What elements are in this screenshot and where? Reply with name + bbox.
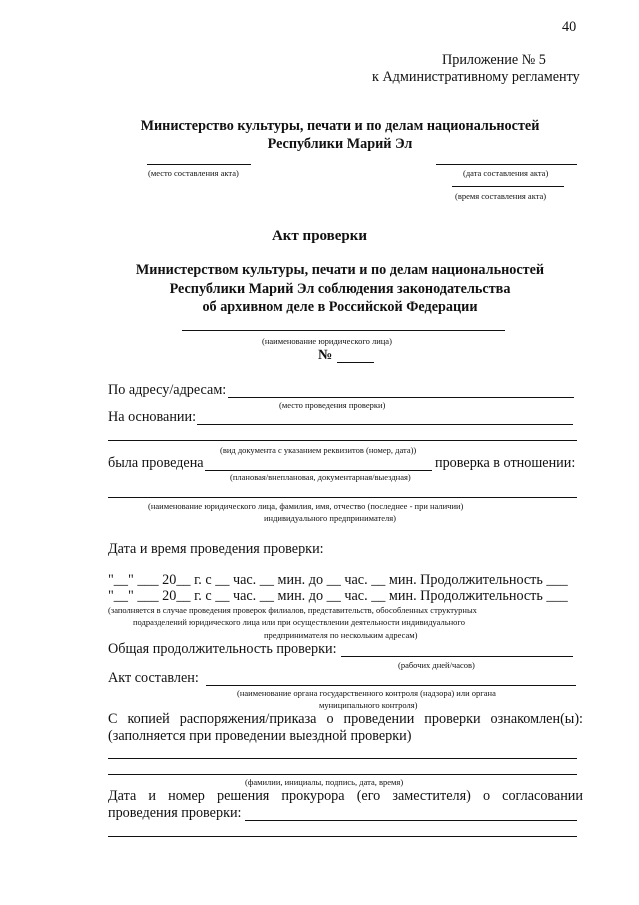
annex-line-1: Приложение № 5 [442, 52, 546, 68]
datetime-row-2: "__" ___ 20__ г. с __ час. __ мин. до __ час. __ мин. Продолжительность ___ [108, 588, 568, 604]
datetime-row-1: "__" ___ 20__ г. с __ час. __ мин. до __ час. __ мин. Продолжительность ___ [108, 572, 568, 588]
act-number-label: № [318, 347, 333, 363]
branches-caption-1: (заполняется в случае проведения проверок филиалов, представительств, обособленных структурных [108, 605, 477, 615]
document-caption: (вид документа с указанием реквизитов (номер, дата)) [220, 445, 417, 455]
address-label: По адресу/адресам: [108, 382, 227, 398]
prosecutor-line-2: проведения проверки: [108, 805, 242, 821]
acquainted-line-1: С копией распоряжения/приказа о проведении проверки ознакомлен(ы): [108, 711, 583, 727]
branches-caption-3: предпринимателя по нескольким адресам) [264, 630, 418, 640]
time-caption: (время составления акта) [455, 191, 547, 201]
control-body-caption-2: муниципального контроля) [319, 700, 418, 710]
address-line [228, 397, 574, 398]
time-line [452, 186, 564, 187]
branches-caption-2: подразделений юридического лица или при осуществлении деятельности индивидуального [133, 617, 465, 627]
conducted-label: была проведена [108, 455, 204, 471]
signatures-line-1 [108, 758, 577, 759]
basis-line-2 [108, 440, 577, 441]
basis-label: На основании: [108, 409, 197, 425]
prosecutor-line-2-blank [108, 836, 577, 837]
work-days-caption: (рабочих дней/часов) [398, 660, 475, 670]
ministry-line-2: Республики Марий Эл [267, 136, 413, 152]
prosecutor-line [245, 820, 577, 821]
total-duration-line [341, 656, 573, 657]
entity-full-caption-1: (наименование юридического лица, фамилия, имя, отчество (последнее - при наличии) [148, 501, 464, 511]
subtitle-line-3: об архивном деле в Российской Федерации [202, 299, 478, 315]
entity-full-caption-2: индивидуального предпринимателя) [264, 513, 396, 523]
subtitle-line-2: Республики Марий Эл соблюдения законодательства [169, 281, 511, 297]
date-line [436, 164, 577, 165]
legal-entity-caption: (наименование юридического лица) [262, 336, 392, 346]
inspection-place-caption: (место проведения проверки) [279, 400, 386, 410]
prosecutor-line-1: Дата и номер решения прокурора (его заместителя) о согласовании [108, 788, 583, 804]
annex-line-2: к Административному регламенту [372, 69, 580, 85]
place-line [147, 164, 251, 165]
act-number-line [337, 362, 374, 363]
datetime-heading: Дата и время проведения проверки: [108, 541, 324, 557]
acquainted-line-2: (заполняется при проведении выездной проверки) [108, 728, 412, 744]
regarding-label: проверка в отношении: [435, 455, 576, 471]
act-made-label: Акт составлен: [108, 670, 199, 686]
total-duration-label: Общая продолжительность проверки: [108, 641, 337, 657]
act-title: Акт проверки [271, 228, 368, 244]
ministry-line-1: Министерство культуры, печати и по делам национальностей [140, 118, 540, 134]
conducted-line [205, 470, 432, 471]
inspection-type-caption: (плановая/внеплановая, документарная/выездная) [230, 472, 411, 482]
subtitle-line-1: Министерством культуры, печати и по делам национальностей [135, 262, 545, 278]
legal-entity-line [182, 330, 505, 331]
page-number: 40 [562, 19, 577, 35]
signatures-caption: (фамилии, инициалы, подпись, дата, время) [245, 777, 404, 787]
signatures-line-2 [108, 774, 577, 775]
date-caption: (дата составления акта) [463, 168, 549, 178]
entity-full-line [108, 497, 577, 498]
place-caption: (место составления акта) [148, 168, 239, 178]
act-made-line [206, 685, 576, 686]
control-body-caption-1: (наименование органа государственного контроля (надзора) или органа [237, 688, 496, 698]
basis-line [197, 424, 573, 425]
